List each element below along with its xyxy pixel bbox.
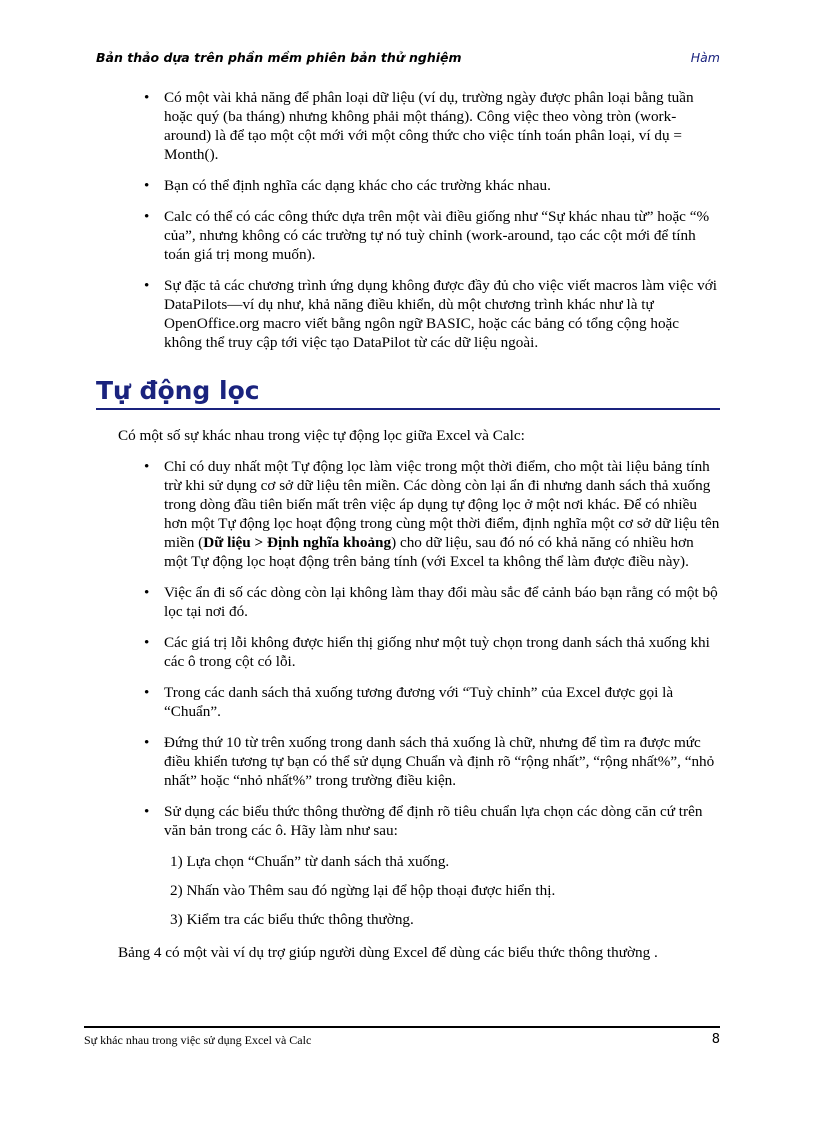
page-footer	[84, 1026, 720, 1048]
page-number: 8	[711, 1032, 720, 1047]
list-item-text: Đứng thứ 10 từ trên xuống trong danh sách thả xuống là chữ, nhưng để tìm ra được mức điều khiển tương tự bạn có thể sử dụng Chuẩn và định rõ “rộng nhất”, “rộng nhất%”, “nhỏ nhất” hoặc “nhỏ nhất%” trong trường điều kiện.	[164, 734, 715, 789]
menu-path-bold: Dữ liệu > Định nghĩa khoảng	[203, 534, 392, 551]
list-item	[118, 88, 720, 164]
list-item	[118, 683, 720, 721]
step-item: 2) Nhấn vào Thêm sau đó ngừng lại để hộp thoại được hiển thị.	[170, 882, 556, 899]
header-title: Bản thảo dựa trên phần mềm phiên bản thử nghiệm	[96, 50, 462, 65]
bullet-glyph: •	[144, 584, 150, 601]
bullet-glyph: •	[144, 684, 150, 701]
bullet-glyph: •	[144, 634, 150, 651]
bullet-glyph: •	[144, 208, 150, 225]
bullet-glyph: •	[144, 803, 150, 820]
section-heading-rule	[96, 376, 720, 410]
list-item	[118, 276, 720, 352]
list-item-text: Có một vài khả năng để phân loại dữ liệu (ví dụ, trường ngày được phân loại bằng tuần hoặc quý (ba tháng) nhưng không phải một tháng). Công việc theo vòng tròn (work-around) là để tạo một cột mới với một công thức cho việc tính toán phân loại, ví dụ = Month().	[164, 89, 694, 163]
list-item	[118, 733, 720, 790]
list-item	[118, 176, 720, 195]
header-section: Hàm	[690, 50, 720, 65]
bullet-glyph: •	[144, 734, 150, 751]
list-item-text: Calc có thể có các công thức dựa trên một vài điều giống như “Sự khác nhau từ” hoặc “% của”, nhưng không có các trường tự nó tuỳ chỉnh (work-around, tạo các cột mới để tính toán giá trị mong muốn).	[164, 208, 710, 263]
list-item	[118, 633, 720, 671]
list-item	[118, 457, 720, 571]
intro-paragraph: Có một số sự khác nhau trong việc tự động lọc giữa Excel và Calc:	[118, 427, 525, 444]
section-heading: Tự động lọc	[96, 376, 260, 405]
list-item-text: Trong các danh sách thả xuống tương đương với “Tuỳ chỉnh” của Excel được gọi là “Chuẩn”.	[164, 684, 674, 720]
list-item-text: Sử dụng các biểu thức thông thường để định rõ tiêu chuẩn lựa chọn các dòng căn cứ trên văn bản trong các ô. Hãy làm như sau:	[164, 803, 703, 839]
list-item-text-after: ) cho dữ liệu, sau đó nó có khả năng có nhiều hơn một Tự động lọc hoạt động trên bảng tính (với Excel ta không thể làm được điều này).	[164, 534, 694, 570]
list-item	[118, 583, 720, 621]
list-item-text: Các giá trị lỗi không được hiển thị giống như một tuỳ chọn trong danh sách thả xuống khi các ô trong cột có lỗi.	[164, 634, 710, 670]
autofilter-bullet-list	[118, 457, 720, 840]
footer-title: Sự khác nhau trong việc sử dụng Excel và Calc	[84, 1033, 312, 1047]
step-item: 3) Kiểm tra các biểu thức thông thường.	[170, 911, 414, 928]
closing-paragraph: Bảng 4 có một vài ví dụ trợ giúp người dùng Excel để dùng các biểu thức thông thường .	[118, 944, 658, 961]
list-item-text-before: Chỉ có duy nhất một Tự động lọc làm việc trong một thời điểm, cho một tài liệu bảng tính trừ khi sử dụng cơ sở dữ liệu tên miền. Các dòng còn lại ẩn đi nhưng danh sách thả xuống trong dòng đầu tiên biến mất trên việc áp dụng tự động lọc ở một nơi khác. Để có nhiều hơn một Tự động lọc hoạt động trong cùng một thời điểm, định nghĩa một cơ sở dữ liệu tên miền (	[164, 458, 720, 551]
bullet-glyph: •	[144, 458, 150, 475]
steps-list	[170, 852, 720, 929]
list-item-text: Sự đặc tả các chương trình ứng dụng không được đầy đủ cho việc viết macros làm việc với DataPilots—ví dụ như, khả năng điều khiển, dù một chương trình khác như là tự OpenOffice.org macro viết bằng ngôn ngữ BASIC, hoặc các bảng có tổng cộng hoặc không thể truy cập tới việc tạo DataPilot từ các dữ liệu ngoài.	[164, 277, 717, 351]
list-item-text: Việc ẩn đi số các dòng còn lại không làm thay đổi màu sắc để cảnh báo bạn rằng có một bộ lọc tại nơi đó.	[164, 584, 718, 620]
page-header	[96, 50, 720, 70]
bullet-glyph: •	[144, 89, 150, 106]
list-item	[118, 207, 720, 264]
list-item-text: Bạn có thể định nghĩa các dạng khác cho các trường khác nhau.	[164, 177, 551, 194]
bullet-glyph: •	[144, 177, 150, 194]
step-item: 1) Lựa chọn “Chuẩn” từ danh sách thả xuống.	[170, 853, 450, 870]
list-item	[118, 802, 720, 840]
datapilot-bullet-list	[118, 88, 720, 352]
page-content	[96, 88, 720, 977]
bullet-glyph: •	[144, 277, 150, 294]
